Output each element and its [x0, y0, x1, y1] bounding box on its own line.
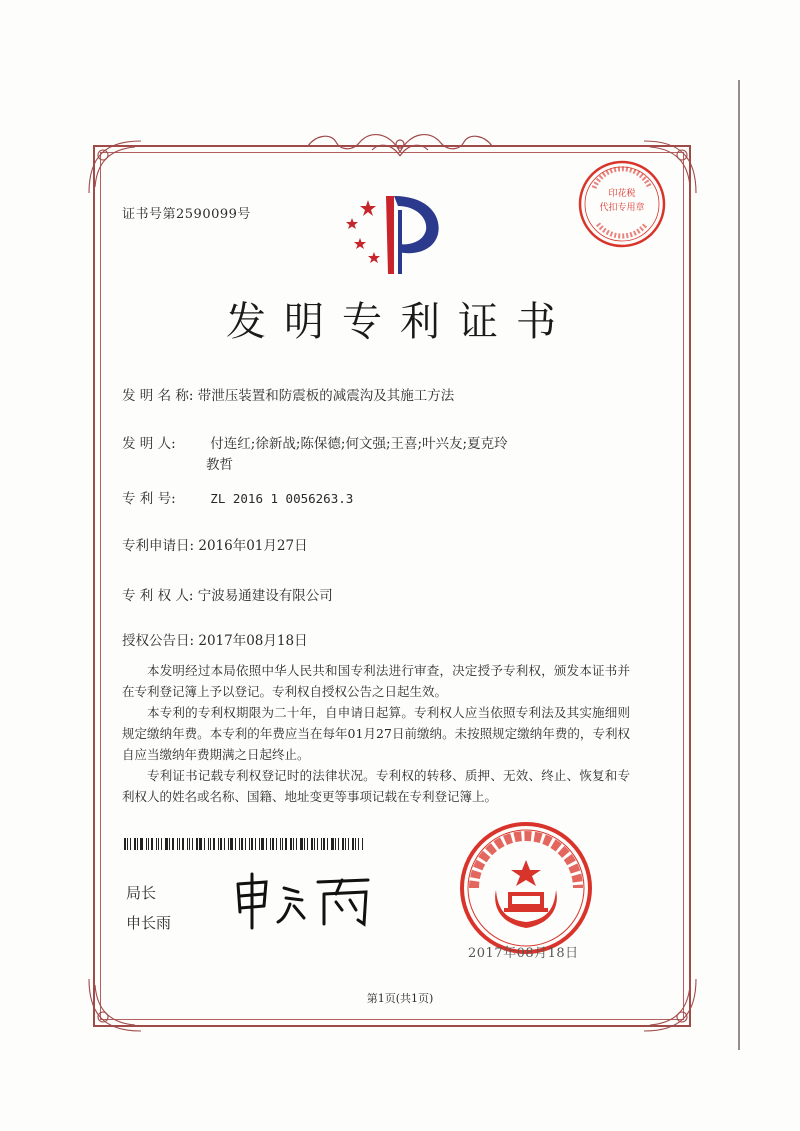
barcode-bar	[177, 838, 178, 850]
barcode-bar	[208, 838, 209, 850]
svg-text:代扣专用章: 代扣专用章	[599, 203, 645, 213]
field-value: 2016年01月27日	[198, 538, 308, 554]
barcode-bar	[314, 838, 315, 850]
barcode-bar	[156, 838, 157, 850]
barcode-bar	[239, 838, 240, 850]
barcode-bar	[311, 838, 313, 850]
barcode-bar	[228, 838, 229, 850]
page-edge-line	[738, 80, 740, 1050]
field-invention-name	[122, 384, 454, 404]
patent-office-logo	[338, 190, 448, 280]
field-grant-date	[122, 629, 308, 649]
barcode-bar	[321, 838, 322, 850]
barcode-bar	[158, 838, 159, 850]
barcode-bar	[355, 838, 356, 850]
barcode-bar	[285, 838, 287, 850]
barcode-bar	[213, 838, 215, 850]
barcode-bar	[249, 838, 250, 850]
barcode-bar	[323, 838, 325, 850]
barcode-bar	[179, 838, 180, 850]
tax-stamp-seal	[576, 158, 668, 250]
certificate-title: 发明专利证书	[226, 299, 574, 345]
barcode-bar	[276, 838, 277, 850]
barcode-bar	[296, 838, 297, 850]
seal-date: 2017年08月18日	[468, 946, 579, 961]
barcode-bar	[130, 838, 131, 850]
barcode-bar	[345, 838, 346, 850]
barcode-bar	[251, 838, 253, 850]
paragraph-legal-status: 专利证书记载专利权登记时的法律状况。专利权的转移、质押、无效、终止、恢复和专利权人的姓名或名称、国籍、地址变更等事项记载在专利登记簿上。	[122, 768, 630, 804]
field-inventors	[122, 432, 508, 452]
barcode-bar	[290, 838, 292, 850]
barcode-bar	[348, 838, 349, 850]
barcode-bar	[192, 838, 193, 850]
barcode-bar	[280, 838, 281, 850]
barcode-bar	[146, 838, 147, 850]
svg-text:印花税: 印花税	[608, 189, 636, 199]
field-value: 宁波易通建设有限公司	[197, 588, 333, 604]
page-number: 第1页(共1页)	[366, 992, 434, 1005]
barcode-bar	[127, 838, 128, 850]
barcode-bar	[317, 838, 318, 850]
barcode-bar	[255, 838, 256, 850]
director-name: 申长雨	[126, 914, 172, 932]
barcode-bar	[204, 838, 205, 850]
barcode-bar	[270, 838, 271, 850]
field-label: 专 利 权 人:	[122, 588, 194, 604]
field-application-date	[122, 534, 308, 554]
paragraph-grant-statement: 本发明经过本局依照中华人民共和国专利法进行审查，决定授予专利权，颁发本证书并在专利登记簿上予以登记。专利权自授权公告之日起生效。	[122, 663, 630, 699]
barcode-bar	[196, 838, 198, 850]
barcode-bar	[165, 838, 168, 850]
barcode-bar	[245, 838, 246, 850]
certificate-number: 证书号第2590099号	[122, 207, 251, 222]
barcode-bar	[338, 838, 339, 850]
barcode-bar	[352, 838, 354, 850]
barcode-bar	[327, 838, 328, 850]
field-label: 发 明 人:	[122, 436, 176, 452]
national-ip-office-seal	[456, 818, 596, 958]
barcode-bar	[220, 838, 222, 850]
barcode-bar	[272, 838, 274, 850]
field-label: 授权公告日:	[122, 633, 195, 649]
barcode-bar	[189, 838, 190, 850]
barcode-bar	[307, 838, 308, 850]
barcode-bar	[342, 838, 344, 850]
barcode-bar	[169, 838, 170, 850]
barcode-bar	[134, 838, 136, 850]
barcode-bar	[362, 838, 363, 850]
field-label: 发 明 名 称:	[122, 388, 194, 404]
barcode-bar	[218, 838, 219, 850]
director-title: 局长	[126, 884, 157, 902]
field-patentee	[122, 584, 333, 604]
field-value: 付连红;徐新战;陈保德;何文强;王喜;叶兴友;夏克玲	[210, 436, 508, 452]
top-ornament	[300, 122, 500, 162]
director-signature	[232, 872, 392, 932]
barcode-bar	[261, 838, 264, 850]
barcode-bar	[224, 838, 225, 850]
barcode-bar	[230, 838, 233, 850]
field-value: 带泄压装置和防震板的减震沟及其施工方法	[197, 388, 455, 404]
field-patent-number	[122, 487, 353, 507]
field-label: 专利申请日:	[122, 538, 195, 554]
barcode-bar	[137, 838, 138, 850]
barcode-bar	[161, 838, 162, 850]
barcode-bar	[266, 838, 267, 850]
barcode-bar	[235, 838, 236, 850]
field-value: ZL 2016 1 0056263.3	[210, 491, 354, 506]
barcode-bar	[182, 838, 184, 850]
barcode-bar	[331, 838, 334, 850]
barcode-bar	[199, 838, 202, 850]
barcode-bar	[140, 838, 143, 850]
field-inventors-cont: 教哲	[206, 457, 233, 473]
barcode-bar	[148, 838, 149, 850]
barcode-bar	[151, 838, 153, 850]
barcode-bar	[241, 838, 243, 850]
barcode-bar	[124, 838, 126, 850]
barcode-bar	[282, 838, 283, 850]
barcode-bar	[300, 838, 303, 850]
barcode-bar	[210, 838, 211, 850]
barcode-bar	[358, 838, 359, 850]
barcode-bar	[335, 838, 336, 850]
paragraph-term-statement: 本专利的专利权期限为二十年，自申请日起算。专利权人应当依照专利法及其实施细则规定缴纳年费。本专利的年费应当在每年01月27日前缴纳。未按照规定缴纳年费的，专利权自应当缴纳年费期满之日起终止。	[122, 705, 630, 762]
field-value: 2017年08月18日	[198, 633, 308, 649]
barcode-bar	[304, 838, 305, 850]
barcode	[124, 838, 424, 850]
barcode-bar	[293, 838, 294, 850]
barcode-bar	[259, 838, 260, 850]
barcode-bar	[187, 838, 188, 850]
corner-ornament-top-left	[85, 137, 145, 197]
barcode-bar	[172, 838, 174, 850]
field-label: 专 利 号:	[122, 491, 176, 507]
